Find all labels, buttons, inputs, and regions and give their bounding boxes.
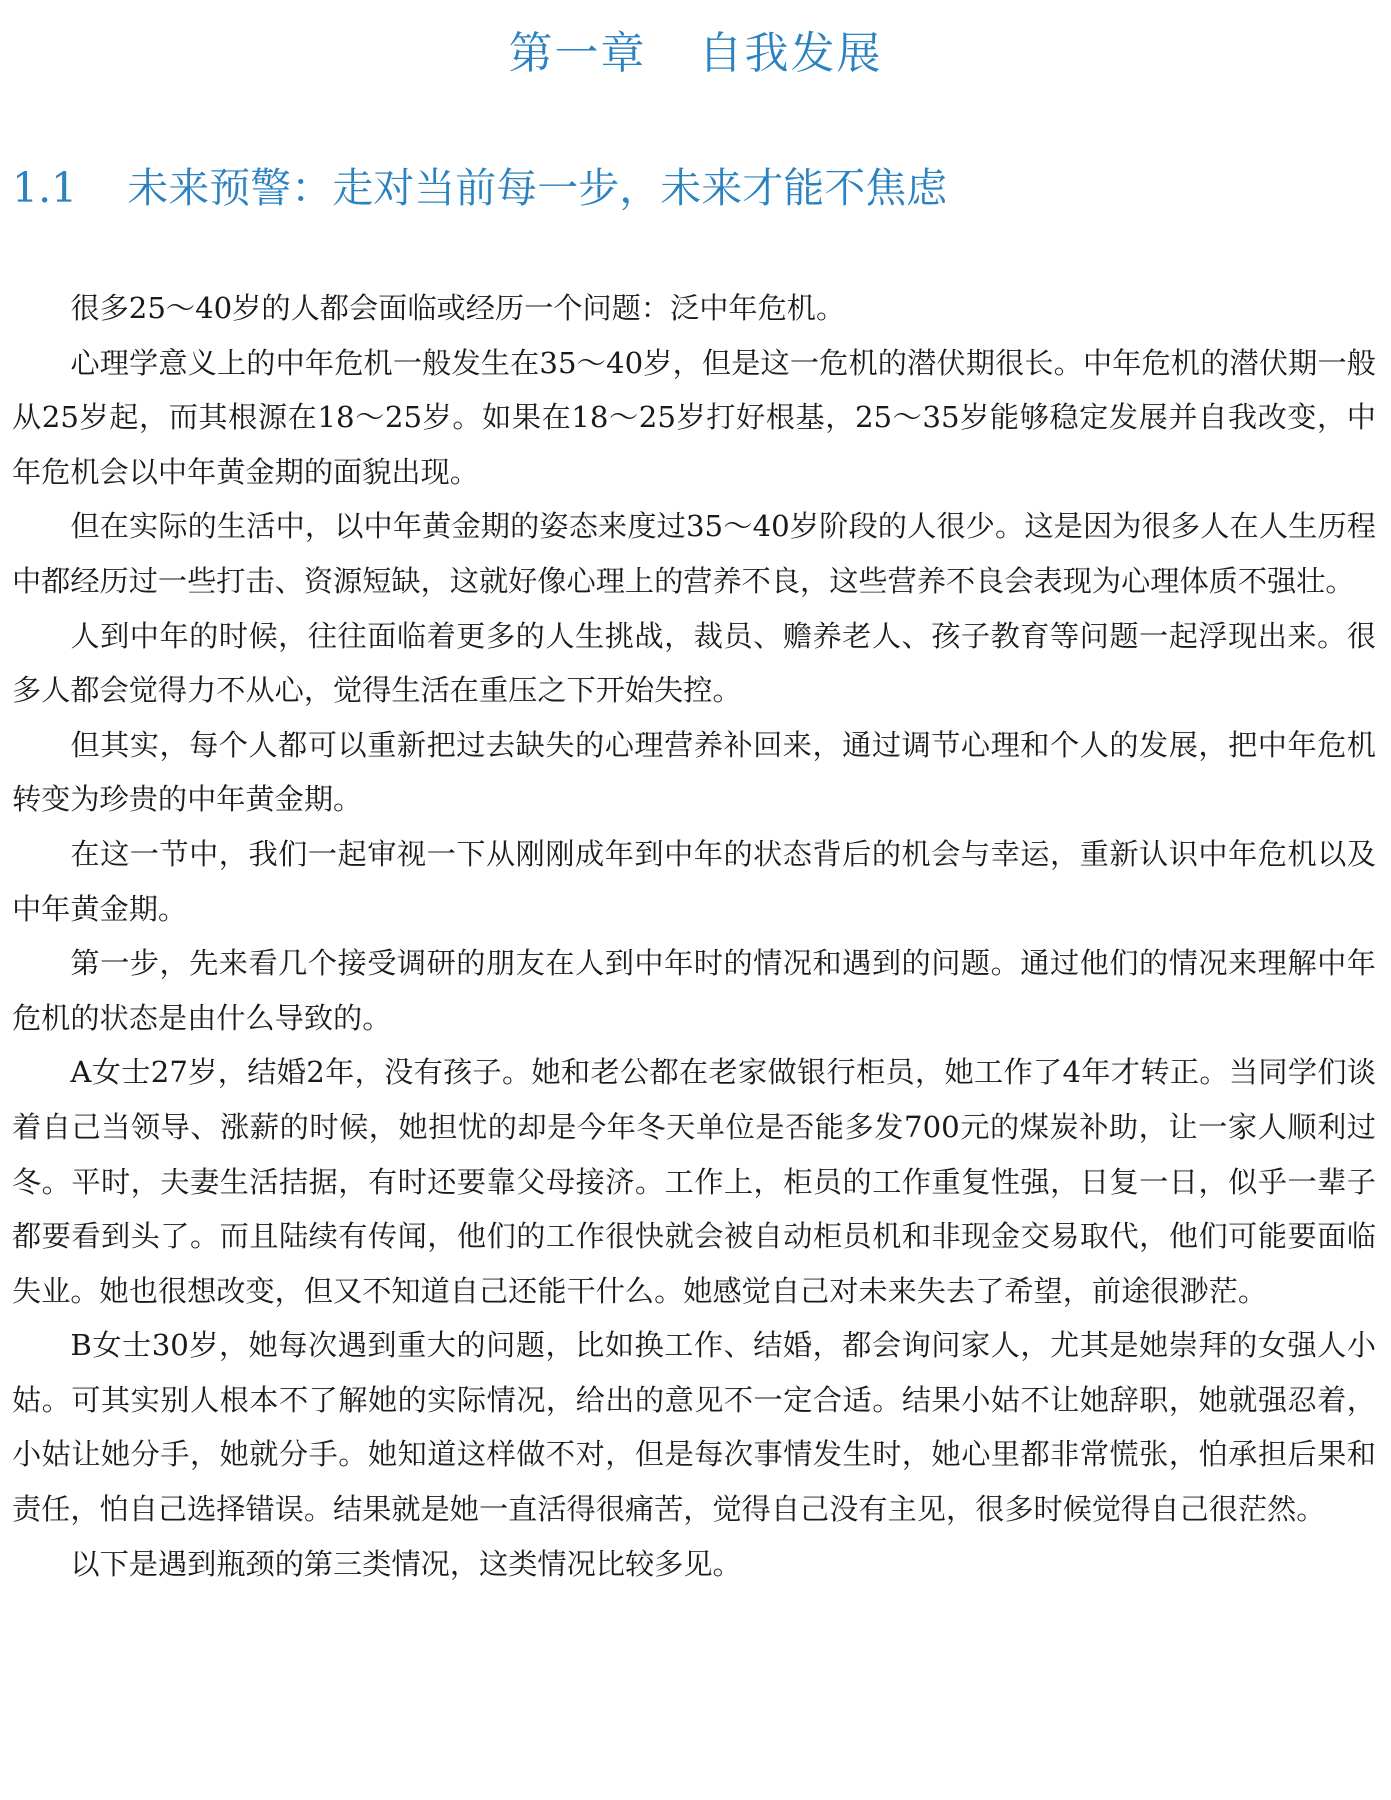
section-title: 未来预警：走对当前每一步，未来才能不焦虑 — [127, 164, 948, 212]
paragraph-2: 心理学意义上的中年危机一般发生在35～40岁，但是这一危机的潜伏期很长。中年危机的潜伏期一般从25岁起，而其根源在18～25岁。如果在18～25岁打好根基，25～35岁能够稳定发展并自我改变，中年危机会以中年黄金期的面貌出现。 — [12, 345, 1376, 489]
section-number: 1.1 — [12, 164, 78, 212]
paragraph-1: 很多25～40岁的人都会面临或经历一个问题：泛中年危机。 — [70, 291, 846, 325]
paragraph-6: 在这一节中，我们一起审视一下从刚刚成年到中年的状态背后的机会与幸运，重新认识中年危机以及中年黄金期。 — [12, 836, 1376, 926]
paragraph-10: 以下是遇到瓶颈的第三类情况，这类情况比较多见。 — [70, 1546, 742, 1581]
chapter-number: 第一章 — [508, 28, 647, 79]
paragraph-4: 人到中年的时候，往往面临着更多的人生挑战，裁员、赡养老人、孩子教育等问题一起浮现出来。很多人都会觉得力不从心，觉得生活在重压之下开始失控。 — [12, 618, 1376, 708]
section-heading — [12, 158, 947, 218]
chapter-title: 自我发展 — [698, 28, 883, 79]
paragraph-9: B女士30岁，她每次遇到重大的问题，比如换工作、结婚，都会询问家人，尤其是她崇拜的女强人小姑。可其实别人根本不了解她的实际情况，给出的意见不一定合适。结果小姑不让她辞职，她就强忍着，小姑让她分手，她就分手。她知道这样做不对，但是每次事情发生时，她心里都非常慌张，怕承担后果和责任，怕自己选择错误。结果就是她一直活得很痛苦，觉得自己没有主见，很多时候觉得自己很茫然。 — [12, 1328, 1376, 1527]
paragraph-7: 第一步，先来看几个接受调研的朋友在人到中年时的情况和遇到的问题。通过他们的情况来理解中年危机的状态是由什么导致的。 — [12, 946, 1376, 1035]
chapter-heading — [0, 22, 1391, 86]
paragraph-8: A女士27岁，结婚2年，没有孩子。她和老公都在老家做银行柜员，她工作了4年才转正。当同学们谈着自己当领导、涨薪的时候，她担忧的却是今年冬天单位是否能多发700元的煤炭补助，让一家人顺利过冬。平时，夫妻生活拮据，有时还要靠父母接济。工作上，柜员的工作重复性强，日复一日，似乎一辈子都要看到头了。而且陆续有传闻，他们的工作很快就会被自动柜员机和非现金交易取代，他们可能要面临失业。她也很想改变，但又不知道自己还能干什么。她感觉自己对未来失去了希望，前途很渺茫。 — [12, 1055, 1376, 1308]
body-text — [12, 281, 1376, 1591]
paragraph-5: 但其实，每个人都可以重新把过去缺失的心理营养补回来，通过调节心理和个人的发展，把中年危机转变为珍贵的中年黄金期。 — [12, 727, 1376, 817]
paragraph-3: 但在实际的生活中，以中年黄金期的姿态来度过35～40岁阶段的人很少。这是因为很多人在人生历程中都经历过一些打击、资源短缺，这就好像心理上的营养不良，这些营养不良会表现为心理体质不强壮。 — [12, 509, 1376, 598]
